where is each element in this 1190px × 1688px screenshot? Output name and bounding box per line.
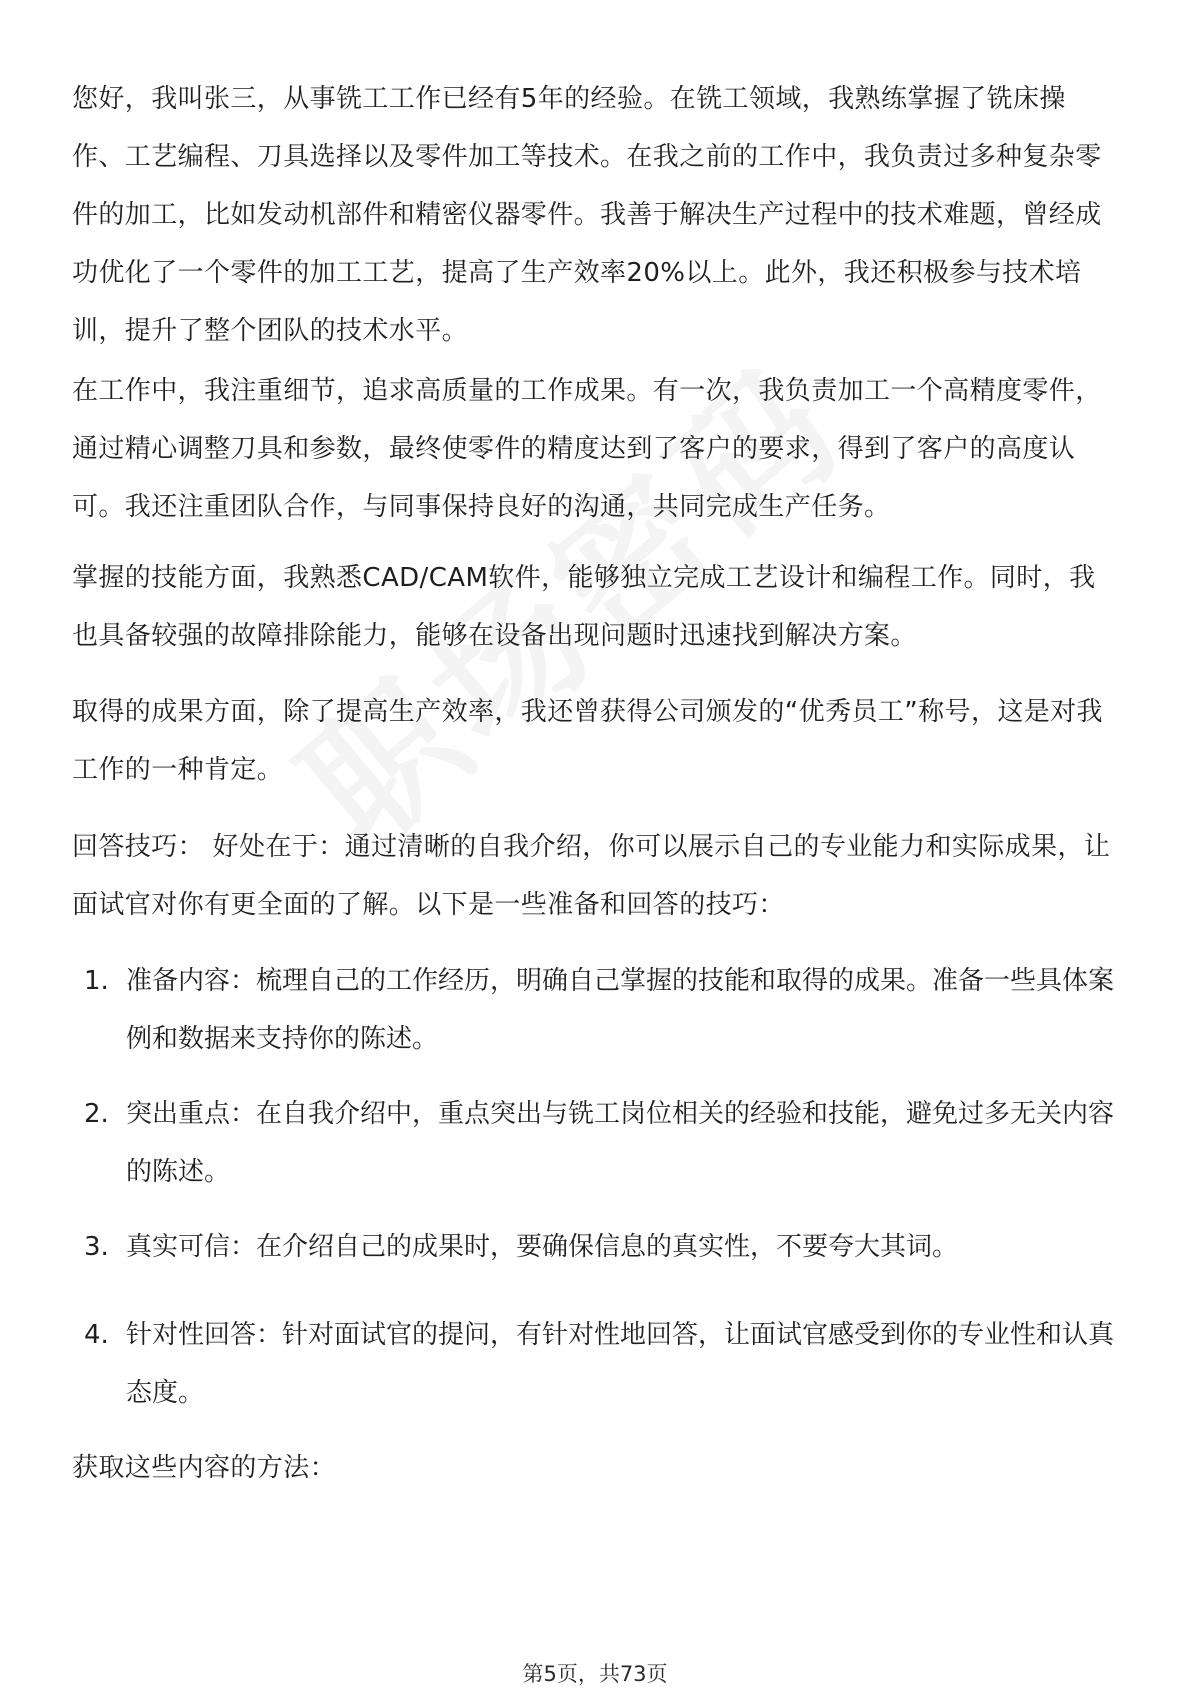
list-text: 针对性回答：针对面试官的提问，有针对性地回答，让面试官感受到你的专业性和认真态度。 [126,1320,1115,1408]
list-text: 真实可信：在介绍自己的成果时，要确保信息的真实性，不要夸大其词。 [126,1232,959,1262]
list-item [72,1218,1118,1276]
detail-paragraph: 在工作中，我注重细节，追求高质量的工作成果。有一次，我负责加工一个高精度零件，通过精心调整刀具和参数，最终使零件的精度达到了客户的要求，得到了客户的高度认可。我还注重团队合作，与同事保持良好的沟通，共同完成生产任务。 [72,376,1102,522]
skills-paragraph: 掌握的技能方面，我熟悉CAD/CAM软件，能够独立完成工艺设计和编程工作。同时，我也具备较强的故障排除能力，能够在设备出现问题时迅速找到解决方案。 [72,563,1096,651]
page-footer: 第5页，共73页 [522,1662,668,1686]
achievements-paragraph: 取得的成果方面，除了提高生产效率，我还曾获得公司颁发的“优秀员工”称号，这是对我工作的一种肯定。 [72,697,1103,785]
list-text: 突出重点：在自我介绍中，重点突出与铣工岗位相关的经验和技能，避免过多无关内容的陈述。 [126,1099,1115,1187]
list-item [72,1085,1118,1201]
intro-paragraph: 您好，我叫张三，从事铣工工作已经有5年的经验。在铣工领域，我熟练掌握了铣床操作、工艺编程、刀具选择以及零件加工等技术。在我之前的工作中，我负责过多种复杂零件的加工，比如发动机部件和精密仪器零件。我善于解决生产过程中的技术难题，曾经成功优化了一个零件的加工工艺，提高了生产效率20%以上。此外，我还积极参与技术培训，提升了整个团队的技术水平。 [72,84,1102,346]
list-number: 1. [84,966,109,996]
closing-line: 获取这些内容的方法： [72,1453,337,1483]
list-item [72,1306,1118,1422]
list-text: 准备内容：梳理自己的工作经历，明确自己掌握的技能和取得的成果。准备一些具体案例和数据来支持你的陈述。 [126,966,1115,1054]
list-item [72,952,1118,1068]
list-number: 4. [84,1320,109,1350]
list-number: 3. [84,1232,109,1262]
list-number: 2. [84,1099,109,1129]
tips-paragraph: 回答技巧： 好处在于：通过清晰的自我介绍，你可以展示自己的专业能力和实际成果，让面试官对你有更全面的了解。以下是一些准备和回答的技巧： [72,832,1111,920]
